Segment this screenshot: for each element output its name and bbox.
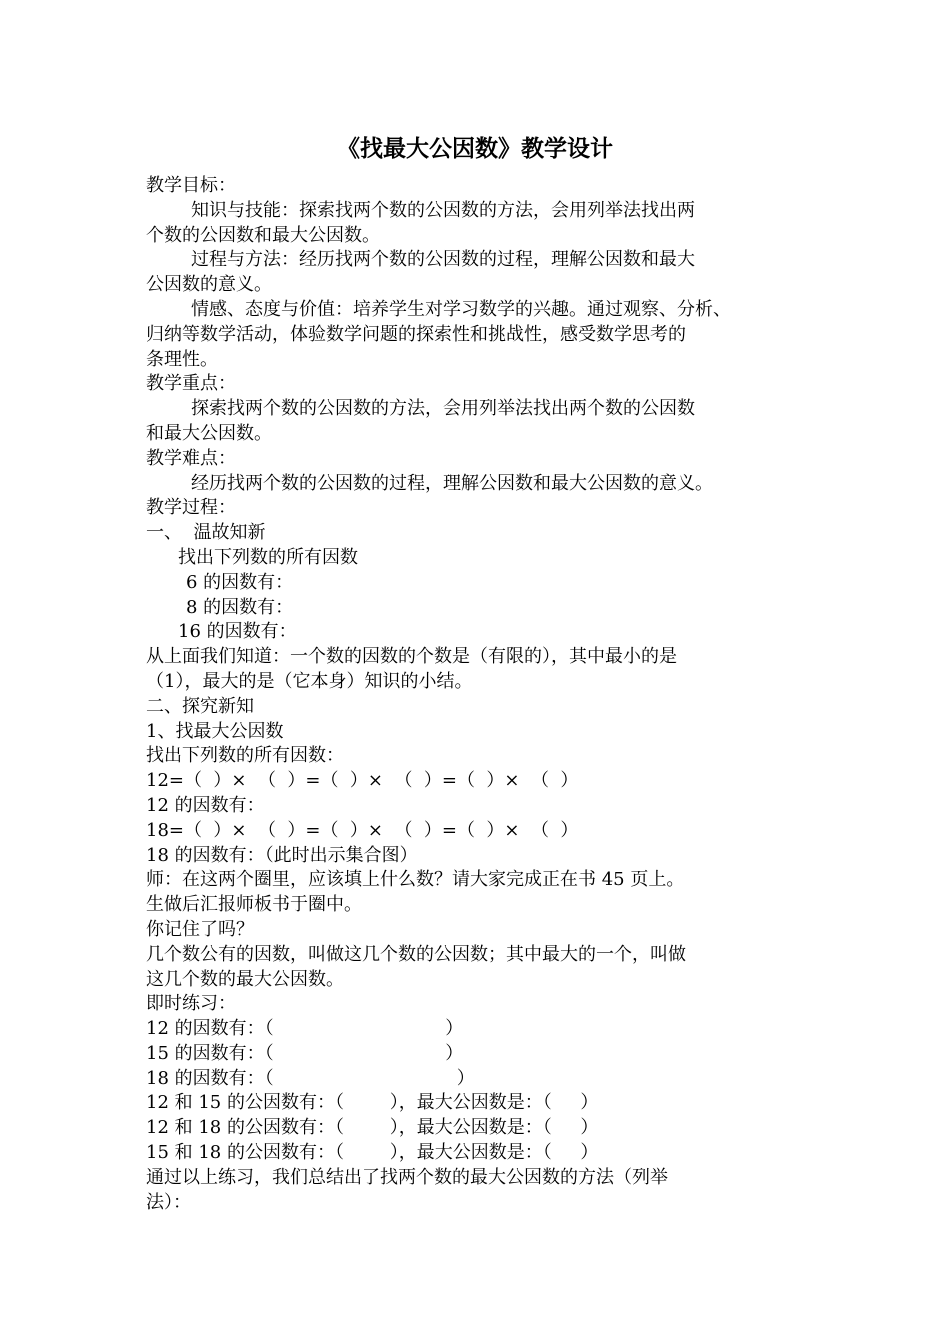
text-line: 师：在这两个圈里，应该填上什么数？请大家完成正在书 45 页上。 xyxy=(146,869,685,891)
document-body xyxy=(146,174,826,1215)
text-line: 和最大公因数。 xyxy=(146,422,272,444)
document-title: 《找最大公因数》教学设计 xyxy=(337,136,613,162)
text-line: 这几个数的最大公因数。 xyxy=(146,968,344,990)
text-line: 条理性。 xyxy=(146,348,218,370)
section-heading: 1、找最大公因数 xyxy=(146,720,284,742)
text-line: 个数的公因数和最大公因数。 xyxy=(146,224,380,246)
exercise-line: 12 的因数有：（ ） xyxy=(146,1018,464,1040)
exercise-line: 12 和 18 的公因数有：（ ），最大公因数是：（ ） xyxy=(146,1117,599,1139)
text-line: 从上面我们知道：一个数的因数的个数是（有限的），其中最小的是 xyxy=(146,646,677,668)
exercise-line: 15 和 18 的公因数有：（ ），最大公因数是：（ ） xyxy=(146,1142,599,1164)
text-line: 探索找两个数的公因数的方法，会用列举法找出两个数的公因数 xyxy=(191,398,695,420)
exercise-line: 18 的因数有：（ ） xyxy=(146,1067,475,1089)
text-line: 通过以上练习，我们总结出了找两个数的最大公因数的方法（列举 xyxy=(146,1166,668,1188)
text-line: 找出下列数的所有因数： xyxy=(146,745,344,767)
text-line: （1），最大的是（它本身）知识的小结。 xyxy=(146,670,473,692)
section-heading: 教学难点： xyxy=(146,447,236,469)
text-line: 16 的因数有： xyxy=(178,621,297,643)
text-line: 18=（ ）× （ ）=（ ）× （ ）=（ ）× （ ） xyxy=(146,819,579,841)
text-line: 教学目标： xyxy=(146,175,236,196)
exercise-line: 15 的因数有：（ ） xyxy=(146,1042,464,1064)
exercise-line: 12 和 15 的公因数有：（ ），最大公因数是：（ ） xyxy=(146,1092,599,1114)
section-heading: 一、 温故知新 xyxy=(146,522,266,544)
text-line: 8 的因数有： xyxy=(186,596,294,618)
text-line: 法）： xyxy=(146,1191,191,1213)
section-heading: 即时练习： xyxy=(146,993,236,1015)
text-line: 12 的因数有： xyxy=(146,794,265,816)
text-line: 找出下列数的所有因数 xyxy=(178,546,358,568)
text-line: 过程与方法：经历找两个数的公因数的过程，理解公因数和最大 xyxy=(191,249,695,271)
text-line: 知识与技能：探索找两个数的公因数的方法，会用列举法找出两 xyxy=(191,199,695,221)
text-line: 几个数公有的因数，叫做这几个数的公因数；其中最大的一个，叫做 xyxy=(146,943,686,965)
text-line: 经历找两个数的公因数的过程，理解公因数和最大公因数的意义。 xyxy=(191,472,713,494)
text-line: 18 的因数有：（此时出示集合图） xyxy=(146,844,418,866)
text-line: 归纳等数学活动，体验数学问题的探索性和挑战性，感受数学思考的 xyxy=(146,323,686,345)
section-heading: 教学过程： xyxy=(146,497,236,519)
section-heading: 二、探究新知 xyxy=(146,695,254,717)
text-line: 公因数的意义。 xyxy=(146,274,272,296)
text-line: 生做后汇报师板书于圈中。 xyxy=(146,894,362,916)
text-line: 情感、态度与价值：培养学生对学习数学的兴趣。通过观察、分析、 xyxy=(191,298,731,320)
text-line: 你记住了吗？ xyxy=(146,918,254,940)
text-line: 6 的因数有： xyxy=(186,571,294,593)
text-line: 12=（ ）× （ ）=（ ）× （ ）=（ ）× （ ） xyxy=(146,770,579,792)
section-heading: 教学重点： xyxy=(146,373,236,395)
